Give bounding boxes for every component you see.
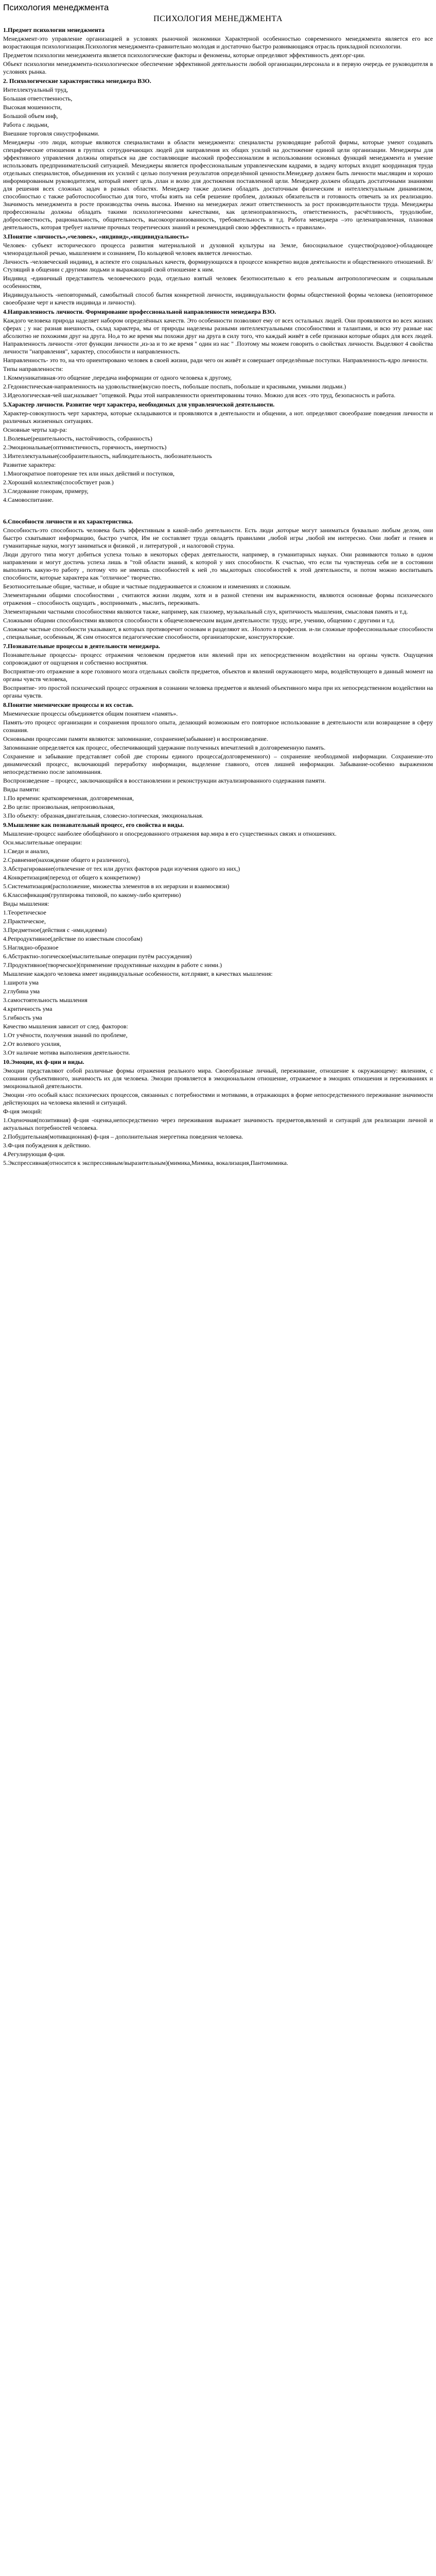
paragraph: Запоминание определяется как процесс, обеспечивающий удержание полученных впечатлений в долговременную память. [3, 744, 326, 751]
list-line: 2.Гедонистическая-направленность на удовольствие(вкусно поесть, побольше поспать, побольше и красивыми, умными людьми.) [3, 383, 346, 390]
list-line: 3.Идеологическая-чей шаг,называет "отцевкой. Ряды этой направленности ориентированны точно. Можно для всех -это труд, безопасность и работа. [3, 392, 396, 399]
paragraph: Безотносительные общие, частные, и общие и частные поддерживается и сложном и изменениях и сложным. [3, 583, 291, 590]
section-heading: 5.Характер личности. Развитие черт характера, необходимых для управленческой деятельности. [3, 401, 275, 408]
list-line: 2.Во цели: произвольная, непроизвольная, [3, 803, 115, 810]
document-heading: ПСИХОЛОГИЯ МЕНЕДЖМЕНТА [153, 14, 283, 23]
section-heading: 6.Способности личности и их характеристика. [3, 518, 133, 525]
section-heading: 7.Познавательные процессы в деятельности менеджера. [3, 642, 161, 650]
paragraph: Каждого человека природа наделяет набором определённых качеств. Это особенности позволяют ему от всех остальных людей. Они проявляются во всех жизнях сферах ; у нас разная внешность, склад характера, мы от природы наделены разными интеллектуальными способностями и талантами, и всю эту разные нас абсолютно не похожими друг на друга. Но,а то же время мы похожи друг на друга в силу того, что каждый живёт в себе признаки которые общих для всех людей. Направленность личности -этот функции личности ,из-за и то же время " один из нас " .Поэтому мы можем говорить о свойствах личности. Выделяют 4 свойства личности "направления", характер, способности и направленность. [3, 317, 433, 355]
paragraph: Мышление-процесс наиболее обобщённого и опосредованного отражения вар.мира в его существенных связях и отношениях. [3, 830, 337, 837]
section-heading: 1.Предмет психологии менеджмента [3, 26, 104, 33]
list-line: 4.Конкретизация(переход от общего к конкретному) [3, 874, 141, 881]
list-line: 2.Эмоциональные(оптимистичность, горячность, инертность) [3, 444, 167, 451]
list-line: 3.Предметное(действия с -ими,идеями) [3, 926, 107, 934]
paragraph: Память-это процесс организации и сохранения прошлого опыта, делающий возможным его повторное использование в деятельности или возвращение в сферу сознания. [3, 719, 433, 734]
paragraph: Характер-совокупность черт характера, которые складываются и проявляются в деятельности и общении, а нот. определяют своеобразие поведения личности и различных жизненных ситуациях. [3, 410, 433, 425]
list-line: Виды мышления: [3, 900, 49, 907]
list-line: 5.Наглядно-образное [3, 944, 59, 951]
paragraph: Личность -человеческий индивид, в аспекте его социальных качеств, формирующихся в процессе конкретно видов деятельности и общественного отношений. В/Стулящий в общении с другими людьми и выражающий свой отношение к ним. [3, 258, 433, 273]
list-line: 3.Следование гонорам, примеру, [3, 487, 89, 495]
paragraph: Объект психологии менеджмента-психологическое обеспечение эффективной деятельности любой организации,персонала и в первую очередь ее руководителя в условиях рынка. [3, 60, 433, 75]
list-line: 3.Абстрагирование(отвлечение от тех или других факторов ради изучения одного из них,) [3, 865, 240, 872]
paragraph: Воспроизведение – процесс, заключающийся в восстановлении и реконструкции актуализированного содержания памяти. [3, 777, 326, 784]
list-line: 2.Сравнение(нахождение общего и различного), [3, 856, 130, 863]
paragraph: Люди другого типа могут добиться успеха только в некоторых сферах деятельности, например, в гуманитарных науках. Они развиваются только в одном направлении и могут достичь успеха лишь в "той области знаний, к которой у них способности. К счастью, что если ты чувствуешь себя не в состоянии выполнить какую-то работу , потому что не имеешь способностей к ней ,то мы,которых способностей к этой деятельности, и потом можно воспитывать способности, которые характера как "отличное" творчество. [3, 551, 433, 581]
paragraph: Менеджеры -это люди, которые являются специалистами в области менеджмента: специалисты руководящие работой фирмы, которые умеют создавать специфические отношения в группах сотрудничающих людей для направления их общих усилий на достижение единой цели организации. Менеджеры для эффективного управления должны опираться на две составляющие высокий профессионализм в использовании основных функций менеджмента и умение использовать предпринимательский ситуацией. Менеджеры является профессиональным управленческим кадрами, в задачу которых входит координация труда отдельных специалистов, объединения их усилий с целью получения результатов определённой ценности.Менеджер должен быть личности мыслящим и хорошо информированным руководителем, который имеет цель ,план и волю для достижения поставленной цели. Менеджер должен обладать достаточными знаниями для решения всех сложных задач в разных областях. Менеджер также должен обладать достаточным физическим и интеллектуальным динамизмом, способностью с также работоспособностью для того, чтобы взять на себя решение проблем, должных обязательств и готовность отвечать за их реализацию. Значимость менеджмента в росте производства очень высока. Именно на менеджерах лежит ответственность за рост производительности труда. Менеджеры профессионалы должны обладать такими психологическими качествами, как целеноправленность, ответственность, расчётливость, трудолюбие, добросовестность, рациональность, общительность, высокоорганизованность, требовательность и т.д. Работа менеджера –это целенаправленная, плановая деятельность, которая требует наличие прочных теоретических знаний и рекомендаций свою эффективность « правилам». [3, 139, 433, 231]
list-line: 1.Многократное повторение тех или иных действий и поступков, [3, 470, 175, 477]
list-line: 1.От учёности, получения знаний по проблеме, [3, 1031, 128, 1039]
list-line: 3.От наличие мотива выполнения деятельности. [3, 1049, 130, 1056]
list-line: 2.От волевого усилия, [3, 1040, 61, 1047]
list-line: 1.Теоретическое [3, 909, 46, 916]
list-line: 1.Волевые(решительность, настойчивость, собранность) [3, 435, 152, 442]
list-line: Основные черты хар-ра: [3, 426, 67, 433]
list-line: 2.Побудительная(мотивационная) ф-ция – дополнительная энергетика поведения человека. [3, 1133, 243, 1140]
paragraph: Элементарными частными способностями являются также, например, как глазомер, музыкальный слух, критичность мышления, смысловая память и т.д. [3, 608, 408, 615]
list-line: 4.Регулирующая ф-ция. [3, 1150, 65, 1158]
list-line: 4.Репродуктивное(действие по известным способам) [3, 935, 143, 942]
paragraph: Элементарными общими способностями , считаются жизни людям, хотя и в разной степени им выраженности, являются основные формы психического отражения – способность ощущать , воспринимать , мыслить, переживать. [3, 591, 433, 606]
list-line: 1.Сведи и анализ, [3, 848, 50, 855]
paragraph: Восприятие- это простой психический процесс отражения в сознании человека предметов и явлений объективного мира при их непосредственном воздействии на органы чувств. [3, 684, 433, 699]
list-line: Интеллектуальный труд, [3, 86, 68, 93]
list-line: 3.Ф-ция побуждения к действию. [3, 1142, 91, 1149]
paragraph: 5.Экспрессивная(относится к экспрессивным/выразительным)(мимика,Мимика, вокализация,Пантомимика. [3, 1159, 288, 1166]
document-body [3, 26, 433, 1167]
section-heading: 3.Понятие «личность»,«человек», «индивид»,«индивидуальность» [3, 233, 189, 240]
paragraph: Познавательные процессы- процесс отражения человеком предметов или явлений при их непосредственном воздействии на органы чувств. Ощущения сопровождают от ощущения и собственно восприятия. [3, 651, 433, 666]
paragraph: Способность-это способность человека быть эффективным в какой-либо деятельности. Есть люди ,которые могут заниматься буквально любым делом, они быстро схватывают информацию, быстро учатся, Им не составляет труда овладеть правилами ,любой игры ,любой им интересно. Они любят и гениев и гуманитарные науки, могут заниматься и физикой , и литературой , и налоговой струна. [3, 527, 433, 549]
section-heading: 4.Направленность личности. Формирование профессиональной направленности менеджера ВЗО. [3, 308, 276, 315]
section-heading: 8.Понятие мнемические процессы и их состав. [3, 701, 134, 708]
paragraph: Сохранение и забывание представляет собой две стороны единого процесса(долговременного) – сохранение необходимой информации. Сохранение-это динамический процесс, включающий переработку информации, выделение главного, отсев лишней информации. Забывание-особенно выраженном непосредственно после запоминания. [3, 753, 433, 775]
list-line: Большая ответственность, [3, 95, 73, 102]
list-line: 5.гибкость ума [3, 1014, 42, 1021]
section-heading: 2. Психологические характеристика менеджера ВЗО. [3, 77, 151, 84]
section-heading: 10.Эмоции, их ф-ции и виды. [3, 1058, 84, 1065]
list-line: 1.По времени: кратковременная, долговременная, [3, 794, 134, 802]
paragraph: Менеджмент-это управление организацией в условиях рыночной экономики Характерной особенностью современного менеджмента является его все возрастающая психологизация.Психология менеджмента-сравнительно молодая и достаточно быстро развивающаяся отрасль прикладной психологии. [3, 35, 433, 50]
list-line: Качество мышления зависит от след. факторов: [3, 1023, 128, 1030]
list-line: 4.Самовоспитание. [3, 496, 54, 503]
paragraph: Сложными общими способностями являются способности к общечеловеческим видам деятельности: труду, игре, учению, общению с другими и т.д. [3, 617, 395, 624]
list-line: 6.Абстрактно-логическое(мыслительные операции путём рассуждения) [3, 953, 192, 960]
list-line: 4.критичность ума [3, 1005, 53, 1012]
list-line: Работа с людьми, [3, 121, 49, 128]
list-line: 1.широта ума [3, 979, 39, 986]
paragraph: Эмоции представляют собой различные формы отражения реального мира. Своеобразные личный, переживание, отношение к окружающему: явлениям, с сознании субъективного, значимость их для человека. Эмоции проявляется в эмоциональном отношение, отражаемое в эмоциях отношения и переживаниях и эмоциональной деятельности. [3, 1067, 433, 1090]
list-line: Развитие характера: [3, 461, 56, 468]
paragraph: Направленность- это то, на что ориентировано человек в своей жизни, ради чего он живёт и совершает определённые поступки. Направленность-ядро личности. [3, 357, 428, 364]
document-title: Психология менеджмента [3, 3, 109, 12]
document-page [0, 0, 436, 1167]
paragraph: Сложные частные способности указывают, в которых противоречит основам и разделяют их. .Нолото в профессия. и-ли сложные профессиональные способности , специальные, особенным, Ж сим относятся педагогические способности, организаторские, конструкторские. [3, 625, 433, 640]
list-line: 3.По объекту: образная,двигательная, словесно-логическая, эмоциональная. [3, 812, 203, 819]
paragraph: Индивидуальность -неповторимый, самобытный способ бытия конкретной личности, индивидуальности формы общественной формы человека (неповторимое своеобразие черт и качеств индивида и личности). [3, 291, 433, 306]
list-line: 5.Систематизация(расположение, множества элементов в их иерархии и взаимосвязи) [3, 883, 230, 890]
list-line: 3.самостоятельность мышления [3, 996, 88, 1004]
paragraph: Индивид -единичный представитель человеческого рода, отдельно взятый человек безотносительно к его реальным антропологическим и социальным особенностям, [3, 275, 433, 290]
list-line: Осн.мыслительные операции: [3, 839, 82, 846]
paragraph: Предметом психологии менеджмента является психологические факторы и феномены, которые определяют эффективность деят.орг-ции. [3, 52, 365, 59]
list-line: 7.Продуктивное(творческое)(применение продуктивные находим в работе с ними.) [3, 961, 222, 969]
list-line: 3.Интеллектуальные(сообразительность, наблюдательность, любознательность [3, 452, 212, 460]
list-line: Ф-ция эмоций: [3, 1108, 43, 1115]
paragraph: Человек- субъект исторического процесса развития материальной и духовной культуры на Земле, биосоциальное существо(родовое)-обладающее членораздельной речью, мышлением и сознанием, По кольцевой человек является личностью. [3, 242, 433, 257]
list-line: Большой объем инф, [3, 112, 58, 120]
list-line: 1.Коммуникативная-это общение ,передача информации от одного человека к другому, [3, 374, 232, 381]
list-line: 2.глубина ума [3, 988, 40, 995]
paragraph: Восприятие-это отражение в коре головного мозга отдельных свойств предметов, объектов и явлений окружающего мира, воздействующего в данный момент на органы чувств человека, [3, 668, 433, 683]
list-line: 2.Практическое, [3, 918, 46, 925]
list-line: Типы направленности: [3, 365, 63, 372]
section-heading: 9.Мышление как познавательный процесс, его свойства и виды. [3, 821, 184, 828]
paragraph: Основными процессами памяти являются: запоминание, сохранение(забывание) и воспроизведение. [3, 735, 268, 742]
paragraph: Эмоции -это особый класс психических процессов, связанных с потребностями и мотивами, в отражающих в форме непосредственного переживание значимости действующих на человека явлений и ситуаций. [3, 1091, 433, 1106]
list-line: Виды памяти: [3, 786, 40, 793]
paragraph: Мышление каждого человека имеет индивидуальные особенности, кот.прявят, в качествах мышления: [3, 970, 273, 977]
list-line: Внешние торговля синустрофиками. [3, 130, 99, 137]
list-line: Мнемические процессы объединяется общим понятием «память». [3, 710, 178, 717]
spacer [3, 505, 433, 516]
list-line: 2.Хороший коллектив(способствует разв.) [3, 479, 114, 486]
paragraph: 1.Оценочная(позитивная) ф-ция -оценка,непосредственно через переживания выражает значимость предметов,явлений и ситуаций для реализации личной и актуальных потребностей человека. [3, 1116, 433, 1131]
list-line: Высокая мошенности, [3, 104, 62, 111]
list-line: 6.Классификация(группировка типовой, по какому-либо критерию) [3, 891, 181, 899]
